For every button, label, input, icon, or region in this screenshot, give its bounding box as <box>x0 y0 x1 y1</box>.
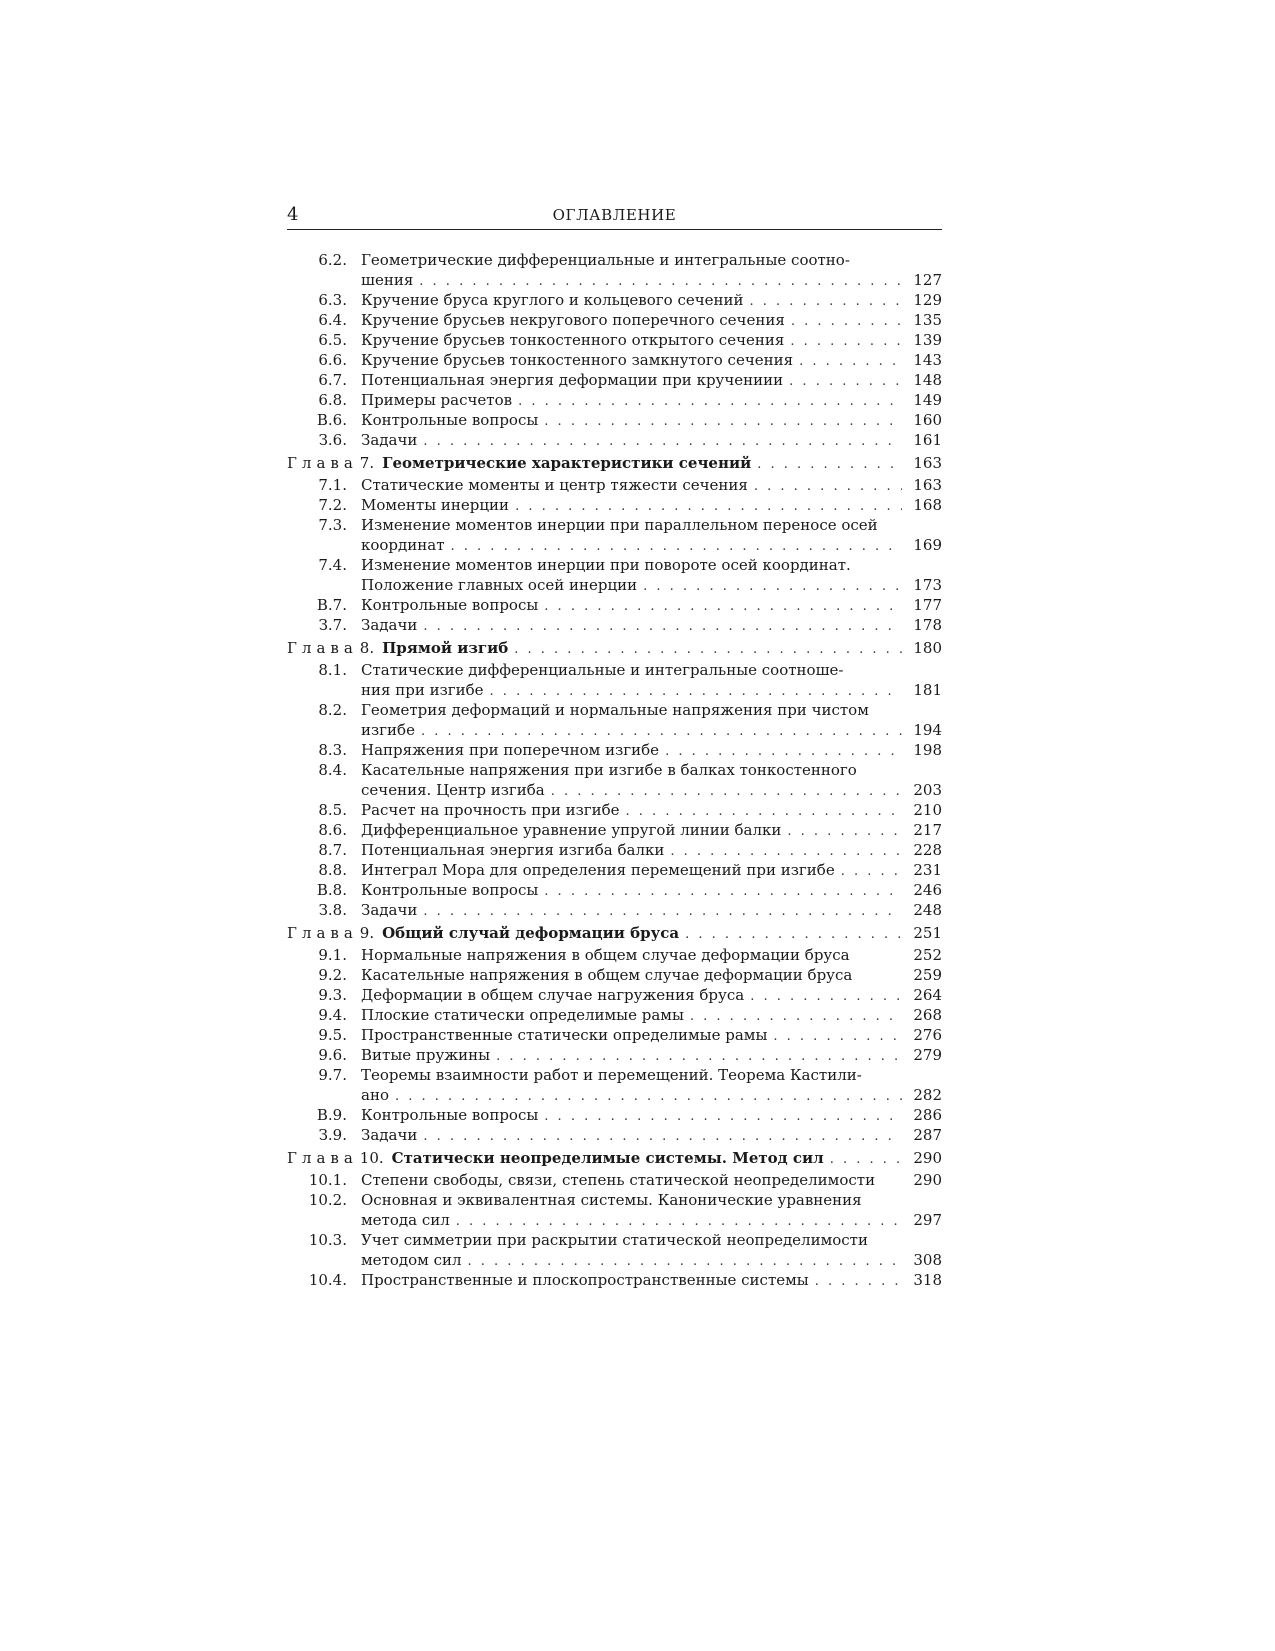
dot-leader <box>451 537 902 557</box>
toc-entry[interactable]: 8.2. Геометрия деформаций и нормальные напряжения при чистом <box>318 701 869 719</box>
toc-entry-continuation[interactable]: сечения. Центр изгиба . . . 203 <box>361 780 942 800</box>
toc-entry[interactable]: 8.8. Интеграл Мора для определения перемещений при изгибе . . . 231 <box>287 860 942 880</box>
chapter-number: 8. <box>359 639 375 657</box>
dot-leader <box>830 1148 902 1172</box>
toc-entry-continuation[interactable]: методом сил . . . 308 <box>361 1250 942 1270</box>
dot-leader <box>757 453 902 477</box>
chapter-number: 9. <box>359 924 375 942</box>
toc-entry[interactable]: 6.3. Кручение бруса круглого и кольцевого сечений . . . 129 <box>287 290 942 310</box>
toc-entry-continuation[interactable]: Положение главных осей инерции . . . 173 <box>361 575 942 595</box>
toc-entry[interactable]: 7.1. Статические моменты и центр тяжести сечения . . . 163 <box>287 475 942 495</box>
toc-entry[interactable]: В.7. Контрольные вопросы . . . 177 <box>287 595 942 615</box>
chapter-label: Глава <box>287 924 358 942</box>
toc-entry[interactable]: 7.4. Изменение моментов инерции при повороте осей координат. <box>318 556 851 574</box>
toc-chapter-9[interactable]: Глава 9. Общий случай деформации бруса . . . 251 <box>287 920 942 945</box>
table-of-contents <box>287 250 942 1290</box>
dot-leader <box>419 272 902 292</box>
dot-leader <box>685 923 902 947</box>
toc-entry-title: Геометрические дифференциальные и интегральные соотно- <box>361 251 850 269</box>
toc-page-number: 127 <box>913 271 942 289</box>
toc-entry[interactable]: З.7. Задачи . . . 178 <box>287 615 942 635</box>
chapter-number: 7. <box>359 454 375 472</box>
dot-leader <box>750 292 902 312</box>
toc-entry[interactable]: 10.2. Основная и эквивалентная системы. Канонические уравнения <box>308 1191 862 1209</box>
toc-entry[interactable]: З.8. Задачи . . . 248 <box>287 900 942 920</box>
dot-leader <box>421 722 902 742</box>
dot-leader <box>754 477 902 497</box>
dot-leader <box>544 882 902 902</box>
page-header <box>287 203 942 230</box>
toc-entry-continuation[interactable]: метода сил . . . 297 <box>361 1210 942 1230</box>
toc-entry[interactable]: 6.7. Потенциальная энергия деформации при кручениии . . . 148 <box>287 370 942 390</box>
dot-leader <box>496 1047 902 1067</box>
toc-entry[interactable]: 9.7. Теоремы взаимности работ и перемещений. Теорема Кастили- <box>318 1066 862 1084</box>
toc-entry-continuation[interactable]: шения . . . 127 <box>361 270 942 290</box>
toc-entry-continuation[interactable]: координат . . . 169 <box>361 535 942 555</box>
toc-entry[interactable]: 9.3. Деформации в общем случае нагружения бруса . . . 264 <box>287 985 942 1005</box>
dot-leader <box>643 577 902 597</box>
chapter-title: Общий случай деформации бруса <box>382 924 680 942</box>
toc-entry[interactable]: 9.2. Касательные напряжения в общем случае деформации бруса 259 <box>318 966 942 984</box>
toc-entry[interactable]: 8.1. Статические дифференциальные и интегральные соотноше- <box>318 661 844 679</box>
toc-entry[interactable]: 6.4. Кручение брусьев некругового поперечного сечения . . . 135 <box>287 310 942 330</box>
dot-leader <box>626 802 902 822</box>
toc-entry[interactable]: В.9. Контрольные вопросы . . . 286 <box>287 1105 942 1125</box>
toc-entry[interactable]: 9.5. Пространственные статически определимые рамы . . . 276 <box>287 1025 942 1045</box>
dot-leader <box>423 432 902 452</box>
dot-leader <box>790 332 902 352</box>
dot-leader <box>750 987 902 1007</box>
chapter-label: Глава <box>287 1149 358 1167</box>
dot-leader <box>787 822 902 842</box>
toc-entry[interactable]: 9.4. Плоские статически определимые рамы . . . 268 <box>287 1005 942 1025</box>
toc-entry[interactable]: 8.5. Расчет на прочность при изгибе . . . 210 <box>287 800 942 820</box>
dot-leader <box>791 312 902 332</box>
toc-entry-continuation[interactable]: ано . . . 282 <box>361 1085 942 1105</box>
toc-entry[interactable]: 10.3. Учет симметрии при раскрытии статической неопределимости <box>308 1231 868 1249</box>
toc-chapter-8[interactable]: Глава 8. Прямой изгиб . . . 180 <box>287 635 942 660</box>
toc-entry[interactable]: 7.3. Изменение моментов инерции при параллельном переносе осей <box>318 516 878 534</box>
toc-entry[interactable]: 8.3. Напряжения при поперечном изгибе . . . 198 <box>287 740 942 760</box>
dot-leader <box>423 902 902 922</box>
toc-entry[interactable]: 8.6. Дифференциальное уравнение упругой линии балки . . . 217 <box>287 820 942 840</box>
dot-leader <box>468 1252 902 1272</box>
toc-entry[interactable]: 6.5. Кручение брусьев тонкостенного открытого сечения . . . 139 <box>287 330 942 350</box>
toc-entry[interactable]: 8.7. Потенциальная энергия изгиба балки . . . 228 <box>287 840 942 860</box>
dot-leader <box>815 1272 902 1292</box>
toc-entry[interactable]: 6.2. Геометрические дифференциальные и интегральные соотно- <box>287 250 942 270</box>
toc-entry-continuation[interactable]: ния при изгибе . . . 181 <box>361 680 942 700</box>
chapter-title: Геометрические характеристики сечений <box>382 454 752 472</box>
toc-entry[interactable]: В.8. Контрольные вопросы . . . 246 <box>287 880 942 900</box>
dot-leader <box>799 352 902 372</box>
dot-leader <box>456 1212 902 1232</box>
dot-leader <box>789 372 902 392</box>
dot-leader <box>515 497 902 517</box>
toc-entry[interactable]: 7.2. Моменты инерции . . . 168 <box>287 495 942 515</box>
chapter-label: Глава <box>287 639 358 657</box>
dot-leader <box>544 597 902 617</box>
dot-leader <box>670 842 902 862</box>
toc-entry[interactable]: В.6. Контрольные вопросы . . . 160 <box>287 410 942 430</box>
dot-leader <box>423 617 902 637</box>
toc-entry[interactable]: 10.1. Степени свободы, связи, степень статической неопределимости 290 <box>308 1171 942 1189</box>
toc-chapter-10[interactable]: Глава 10. Статически неопределимые системы. Метод сил . . . 290 <box>287 1145 942 1170</box>
chapter-title: Статически неопределимые системы. Метод сил <box>391 1149 824 1167</box>
dot-leader <box>514 638 902 662</box>
dot-leader <box>395 1087 902 1107</box>
toc-entry[interactable]: З.6. Задачи . . . 161 <box>287 430 942 450</box>
dot-leader <box>544 1107 902 1127</box>
toc-entry[interactable]: 9.1. Нормальные напряжения в общем случае деформации бруса 252 <box>318 946 942 964</box>
dot-leader <box>665 742 902 762</box>
chapter-number: 10. <box>359 1149 384 1167</box>
dot-leader <box>518 392 902 412</box>
toc-chapter-7[interactable]: Глава 7. Геометрические характеристики сечений . . . 163 <box>287 450 942 475</box>
toc-entry-continuation[interactable]: изгибе . . . 194 <box>361 720 942 740</box>
toc-entry[interactable]: 6.6. Кручение брусьев тонкостенного замкнутого сечения . . . 143 <box>287 350 942 370</box>
page-number: 4 <box>287 204 299 225</box>
toc-entry[interactable]: 10.4. Пространственные и плоскопространственные системы . . . 318 <box>287 1270 942 1290</box>
chapter-label: Глава <box>287 454 358 472</box>
toc-entry[interactable]: 8.4. Касательные напряжения при изгибе в балках тонкостенного <box>318 761 857 779</box>
dot-leader <box>551 782 902 802</box>
dot-leader <box>544 412 902 432</box>
toc-entry[interactable]: 9.6. Витые пружины . . . 279 <box>287 1045 942 1065</box>
toc-entry[interactable]: 6.8. Примеры расчетов . . . 149 <box>287 390 942 410</box>
dot-leader <box>423 1127 902 1147</box>
dot-leader <box>690 1007 902 1027</box>
dot-leader <box>773 1027 902 1047</box>
toc-entry[interactable]: З.9. Задачи . . . 287 <box>287 1125 942 1145</box>
dot-leader <box>490 682 902 702</box>
running-title: ОГЛАВЛЕНИЕ <box>552 206 677 224</box>
dot-leader <box>841 862 902 882</box>
chapter-title: Прямой изгиб <box>382 639 509 657</box>
